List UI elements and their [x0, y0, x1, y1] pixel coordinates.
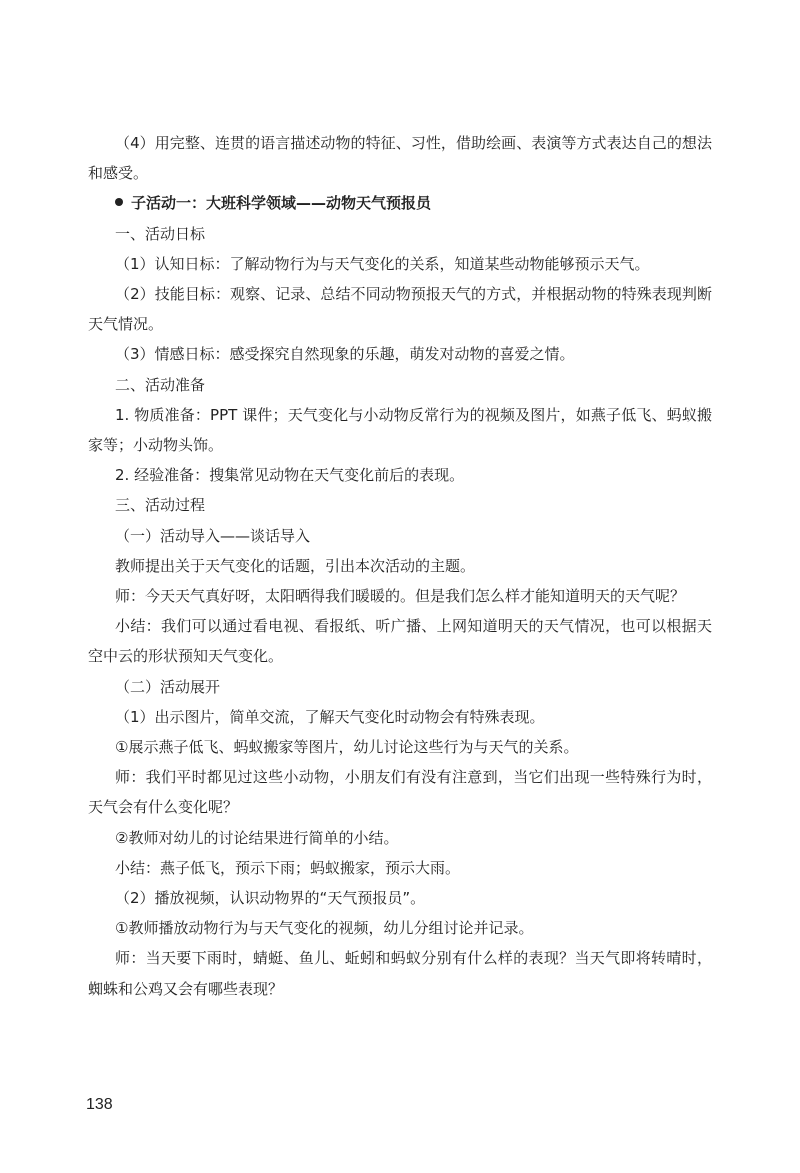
paragraph-teacher-summary: ②教师对幼儿的讨论结果进行简单的小结。: [115, 828, 399, 847]
paragraph-goal-cognitive: （1）认知日标：了解动物行为与天气变化的关系，知道某些动物能够预示天气。: [115, 254, 650, 273]
section-heading-preparation: 二、活动准备: [115, 375, 206, 394]
paragraph-show-pictures: （1）出示图片，简单交流，了解天气变化时动物会有特殊表现。: [115, 707, 545, 726]
page-number: 138: [86, 1096, 113, 1113]
subsection-heading-introduction: （一）活动导入——谈话导入: [115, 526, 311, 545]
paragraph-experience-preparation: 2. 经验准备：搜集常见动物在天气变化前后的表现。: [115, 466, 465, 485]
paragraph-goal-skill: （2）技能目标：观察、记录、总结不同动物预报天气的方式，并根据动物的特殊表现判断天气情况。: [88, 285, 712, 334]
paragraph-play-video: （2）播放视频，认识动物界的“天气预报员”。: [115, 889, 426, 908]
paragraph-teacher-question-rain: 师：当天要下雨时，蜻蜓、鱼儿、蚯蚓和蚂蚁分别有什么样的表现？当天气即将转晴时，蜘蛛和公鸡又会有哪些表现？: [88, 949, 712, 998]
paragraph-video-discussion: ①教师播放动物行为与天气变化的视频，幼儿分组讨论并记录。: [115, 919, 534, 938]
paragraph-teacher-topic: 教师提出关于天气变化的话题，引出本次活动的主题。: [115, 556, 476, 575]
paragraph-objective-4: （4）用完整、连贯的语言描述动物的特征、习性，借助绘画、表演等方式表达自己的想法和感受。: [88, 134, 712, 183]
paragraph-goal-emotion: （3）情感日标：感受探究自然现象的乐趣，萌发对动物的喜爱之情。: [115, 345, 575, 364]
sub-activity-heading: [88, 188, 712, 218]
paragraph-material-preparation: 1. 物质准备：PPT 课件；天气变化与小动物反常行为的视频及图片，如燕子低飞、蚂蚁搬家等；小动物头饰。: [88, 405, 712, 455]
bullet-icon: [115, 198, 123, 206]
paragraph-teacher-question-weather: 师：今天天气真好呀，太阳晒得我们暖暖的。但是我们怎么样才能知道明天的天气呢？: [115, 587, 686, 606]
paragraph-show-swallow-ant: ①展示燕子低飞、蚂蚁搬家等图片，幼儿讨论这些行为与天气的关系。: [115, 738, 579, 757]
sub-activity-title: 子活动一：大班科学领域——动物天气预报员: [131, 194, 432, 213]
section-heading-process: 三、活动过程: [115, 496, 206, 515]
text-column: [88, 128, 712, 1004]
subsection-heading-development: （二）活动展开: [115, 677, 221, 696]
paragraph-teacher-question-animals: 师：我们平时都见过这些小动物，小朋友们有没有注意到，当它们出现一些特殊行为时，天气会有什么变化呢？: [88, 768, 712, 817]
section-heading-goals: 一、活动日标: [115, 224, 206, 243]
paragraph-summary-weather: 小结：我们可以通过看电视、看报纸、听广播、上网知道明天的天气情况，也可以根据天空中云的形状预知天气变化。: [88, 617, 712, 666]
paragraph-summary-rain: 小结：燕子低飞，预示下雨；蚂蚁搬家，预示大雨。: [115, 858, 461, 877]
